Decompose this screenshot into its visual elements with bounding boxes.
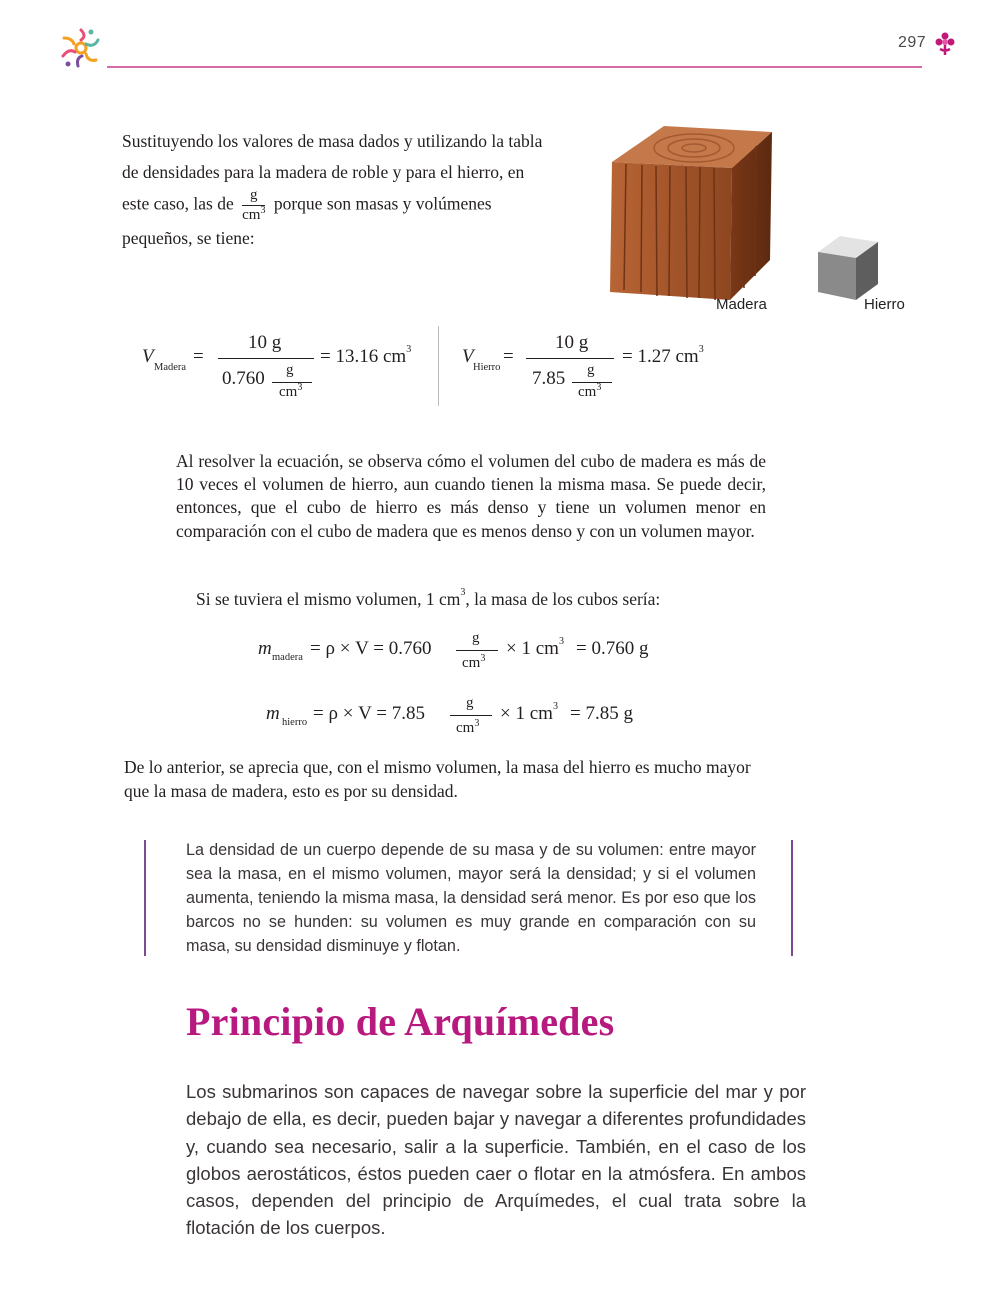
- mass-iron-expr: = ρ × V = 7.85: [313, 703, 426, 724]
- callout-text: La densidad de un cuerpo depende de su masa y de su volumen: entre mayor sea la masa, en el mismo volumen, mayor será la densidad; y si el volumen aumenta, teniendo la misma masa, la densidad será menor. Es por eso que los barcos no se hunden: su volumen es muy grande en comparación con su masa, su densidad disminuye y flotan.: [186, 841, 756, 955]
- mass-wood-var: m: [258, 638, 272, 659]
- intro-text-start: Sustituyendo los valores de masa dados y utilizando la tabla de densidades para la madera de roble y para el hierro, en este caso, las de: [122, 131, 543, 214]
- eq-wood-den-num: g: [286, 362, 294, 378]
- eq-wood-sub: Madera: [154, 362, 187, 373]
- mass-wood-expr: = ρ × V = 0.760: [310, 638, 432, 659]
- eq-iron-den-den: $cm^3$: [578, 382, 602, 400]
- mass-wood-frac-num: g: [472, 630, 480, 646]
- mass-wood-frac-den: $cm^3$: [462, 653, 486, 671]
- wood-cube-image: [604, 120, 776, 302]
- mass-iron-result: = 7.85 g: [570, 703, 633, 724]
- callout-left-bar: [144, 840, 146, 956]
- wood-caption: Madera: [716, 296, 767, 313]
- mass-iron-sub: hierro: [282, 717, 308, 728]
- eq-wood-result: = 13.16 $cm^3$: [320, 344, 412, 367]
- eq-iron-den-value: 7.85: [532, 368, 566, 389]
- eq-wood-numerator: 10 g: [248, 332, 282, 353]
- page-number: 297: [898, 34, 927, 51]
- eq-wood-den-den: $cm^3$: [279, 382, 303, 400]
- eq-iron-sub: Hierro: [473, 362, 501, 373]
- section-body: Los submarinos son capaces de navegar sobre la superficie del mar y por debajo de ella, es decir, pueden bajar y navegar a diferentes profundidades y, cuando sea necesario, salir a la superficie. También, en el caso de los globos aerostáticos, éstos pueden caer o flotar en la atmósfera. En ambos casos, dependen del principio de Arquímedes, el cual trata sobre la flotación de los cuerpos.: [186, 1081, 806, 1239]
- eq-wood-den-bar: [272, 382, 312, 383]
- intro-paragraph: [122, 126, 552, 254]
- logo-icon: [58, 26, 104, 70]
- eq-iron-fraction-bar: [526, 358, 614, 359]
- eq-iron-equals: =: [503, 346, 514, 367]
- mass-wood-rest: × 1 $cm^3$: [506, 636, 564, 659]
- same-volume-paragraph: Si se tuviera el mismo volumen, 1 $cm^3$, la masa de los cubos sería:: [196, 587, 661, 609]
- mass-iron-frac-bar: [450, 715, 492, 716]
- iron-caption: Hierro: [864, 296, 905, 313]
- conclusion-paragraph: De lo anterior, se aprecia que, con el mismo volumen, la masa del hierro es mucho mayor que la masa de madera, esto es por su densidad.: [124, 757, 751, 801]
- mass-iron-frac-den: $cm^3$: [456, 718, 480, 736]
- eq-iron-var: V: [462, 346, 474, 367]
- mass-wood-frac-bar: [456, 650, 498, 651]
- intro-text-end: porque son masas y volúmenes pequeños, se tiene:: [122, 193, 492, 248]
- intro-frac-den: $cm^3$: [242, 205, 266, 223]
- equation-divider: [438, 326, 439, 406]
- eq-wood-var: V: [142, 346, 154, 367]
- eq-iron-den-num: g: [587, 362, 595, 378]
- eq-iron-result: = 1.27 $cm^3$: [622, 344, 704, 367]
- eq-wood-fraction-bar: [218, 358, 314, 359]
- mass-wood-sub: madera: [272, 652, 303, 663]
- intro-frac-num: g: [242, 188, 265, 206]
- eq-wood-den-value: 0.760: [222, 368, 265, 389]
- explanation-paragraph: Al resolver la ecuación, se observa cómo el volumen del cubo de madera es más de 10 veces el volumen de hierro, aun cuando tienen la misma masa. Se puede decir, entonces, que el cubo de hierro es más denso y tiene un volumen menor en comparación con el cubo de madera que es menos denso y con un volumen mayor.: [176, 451, 766, 541]
- mass-iron-var: m: [266, 703, 280, 724]
- eq-iron-den-bar: [572, 382, 612, 383]
- eq-wood-equals: =: [193, 346, 204, 367]
- iron-cube-image: [816, 232, 880, 302]
- mass-wood-result: = 0.760 g: [576, 638, 649, 659]
- mass-iron-rest: × 1 $cm^3$: [500, 701, 558, 724]
- mass-iron-frac-num: g: [466, 695, 474, 711]
- section-title: Principio de Arquímedes: [186, 999, 615, 1044]
- intro-fraction: [242, 188, 265, 223]
- flower-ornament-icon: [934, 31, 956, 57]
- header-rule: [107, 66, 922, 68]
- callout-right-bar: [791, 840, 793, 956]
- eq-iron-numerator: 10 g: [555, 332, 589, 353]
